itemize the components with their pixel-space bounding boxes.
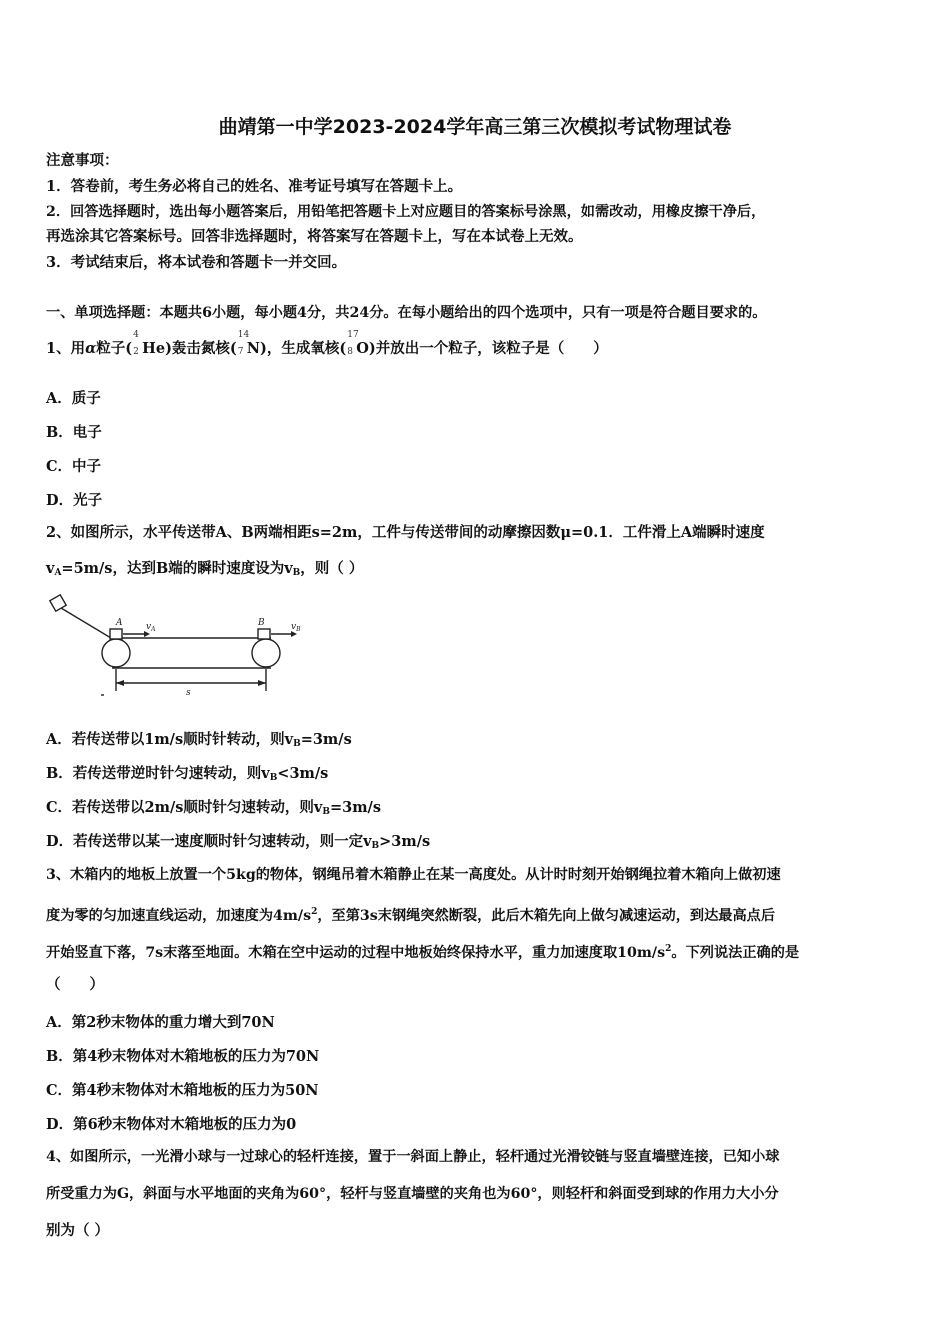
q2-option-a: A．若传送带以1m/s顺时针转动，则$v_B=3m/s$ [46,731,352,749]
conveyor-belt-figure [46,593,316,703]
q1-option-d: D．光子 [46,492,103,509]
question-2-stem-1: 2、如图所示，水平传送带A、B两端相距s=2m，工件与传送带间的动摩擦因数μ=0.1．工件滑上A端瞬时速度 [46,524,765,541]
q2-option-b: B．若传送带逆时针匀速转动，则$v_B<3m/s$ [46,765,329,783]
q2-option-c: C．若传送带以2m/s顺时针匀速转动，则$v_B=3m/s$ [46,799,382,817]
q3-option-d: D．第6秒末物体对木箱地板的压力为0 [46,1116,297,1133]
notice-item-2: 2．回答选择题时，选出每小题答案后，用铅笔把答题卡上对应题目的答案标号涂黑，如需改动，用橡皮擦干净后， [46,204,766,220]
section-heading: 一、单项选择题：本题共6小题，每小题4分，共24分。在每小题给出的四个选项中，只有一项是符合题目要求的。 [46,305,767,321]
label-b: B [258,618,265,628]
question-1-stem: 1、用α粒子( 4 2 He)轰击氮核( 14 7 N)，生成氧核( 17 8 O)并放出一个粒子，该粒子是（ ） [46,330,608,357]
q1-option-b: B．电子 [46,424,102,441]
question-3-stem-1: 3、木箱内的地板上放置一个5kg的物体，钢绳吊着木箱静止在某一高度处。从计时时刻开始钢绳拉着木箱向上做初速 [46,867,781,883]
q3-option-a: A．第2秒末物体的重力增大到70N [46,1014,275,1031]
question-4-stem-1: 4、如图所示，一光滑小球与一过球心的轻杆连接，置于一斜面上静止，轻杆通过光滑铰链与竖直墙壁连接，已知小球 [46,1149,780,1165]
question-3-stem-2: 度为零的匀加速直线运动，加速度为$4m/s^2$，至第3s末钢绳突然断裂，此后木箱先向上做匀减速运动，到达最高点后 [46,907,776,924]
question-3-stem-4: （ ） [46,976,104,993]
q1-option-c: C．中子 [46,458,102,475]
label-va: $v_A$ [146,622,156,633]
n-isotope: 14 7 [237,330,250,357]
question-4-stem-2: 所受重力为G，斜面与水平地面的夹角为60°，轻杆与竖直墙壁的夹角也为60°，则轻杆和斜面受到球的作用力大小分 [46,1186,779,1202]
question-2-stem-2: $v_A=5m/s$，达到B端的瞬时速度设为$v_B$，则（ ） [46,560,364,578]
notice-item-1: 1．答卷前，考生务必将自己的姓名、准考证号填写在答题卡上。 [46,178,463,195]
notice-item-3: 3．考试结束后，将本试卷和答题卡一并交回。 [46,254,347,271]
notice-item-2-cont: 再选涂其它答案标号。回答非选择题时，将答案写在答题卡上，写在本试卷上无效。 [46,228,583,245]
notice-heading: 注意事项： [46,152,119,169]
he-isotope: 4 2 [133,330,139,357]
label-vb: $v_B$ [291,622,301,633]
question-4-stem-3: 别为（ ） [46,1222,110,1239]
q2-option-d: D．若传送带以某一速度顺时针匀速转动，则一定$v_B>3m/s$ [46,833,431,851]
label-a: A [116,618,123,628]
o-isotope: 17 8 [347,330,359,357]
q1-option-a: A．质子 [46,390,101,407]
page-title: 曲靖第一中学2023-2024学年高三第三次模拟考试物理试卷 [218,116,732,138]
label-s: s [186,688,191,698]
question-3-stem-3: 开始竖直下落，7s末落至地面。木箱在空中运动的过程中地板始终保持水平，重力加速度取$10m/s^2$。下列说法正确的是 [46,944,800,961]
q3-option-b: B．第4秒末物体对木箱地板的压力为70N [46,1048,320,1065]
q3-option-c: C．第4秒末物体对木箱地板的压力为50N [46,1082,319,1099]
